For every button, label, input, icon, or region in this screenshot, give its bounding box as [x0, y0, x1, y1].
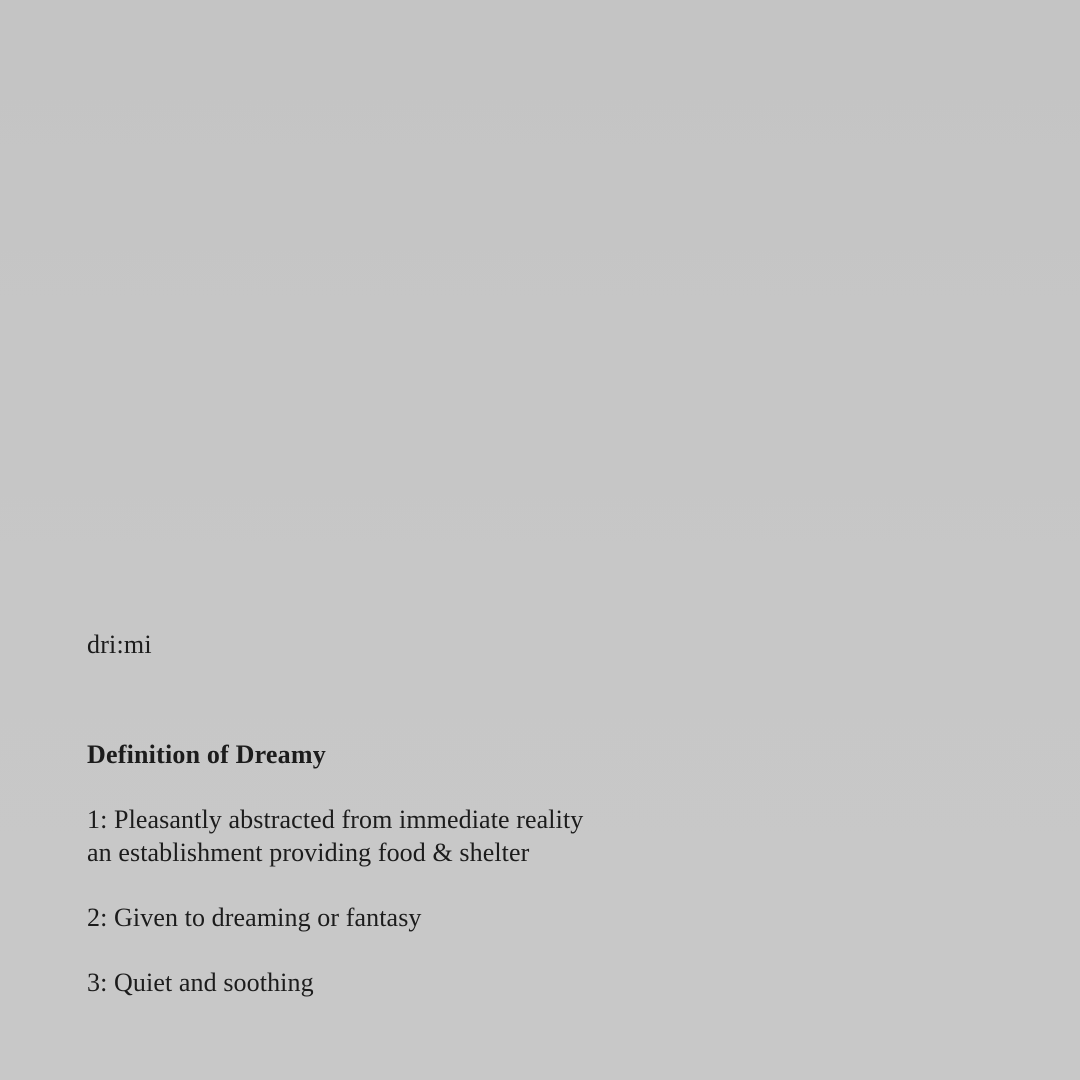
definition-content: [87, 628, 987, 1031]
definition-item-3: [87, 966, 987, 999]
definition-3-text: 3: Quiet and soothing: [87, 968, 314, 997]
definition-item-1: [87, 803, 987, 869]
definition-heading: Definition of Dreamy: [87, 740, 326, 769]
definition-item-2: [87, 901, 987, 934]
definition-1-text: 1: Pleasantly abstracted from immediate reality: [87, 805, 584, 834]
definition-1-continuation: an establishment providing food & shelter: [87, 838, 530, 867]
definition-list: [87, 803, 987, 999]
definition-2-text: 2: Given to dreaming or fantasy: [87, 903, 422, 932]
pronunciation: dri:mi: [87, 630, 152, 659]
